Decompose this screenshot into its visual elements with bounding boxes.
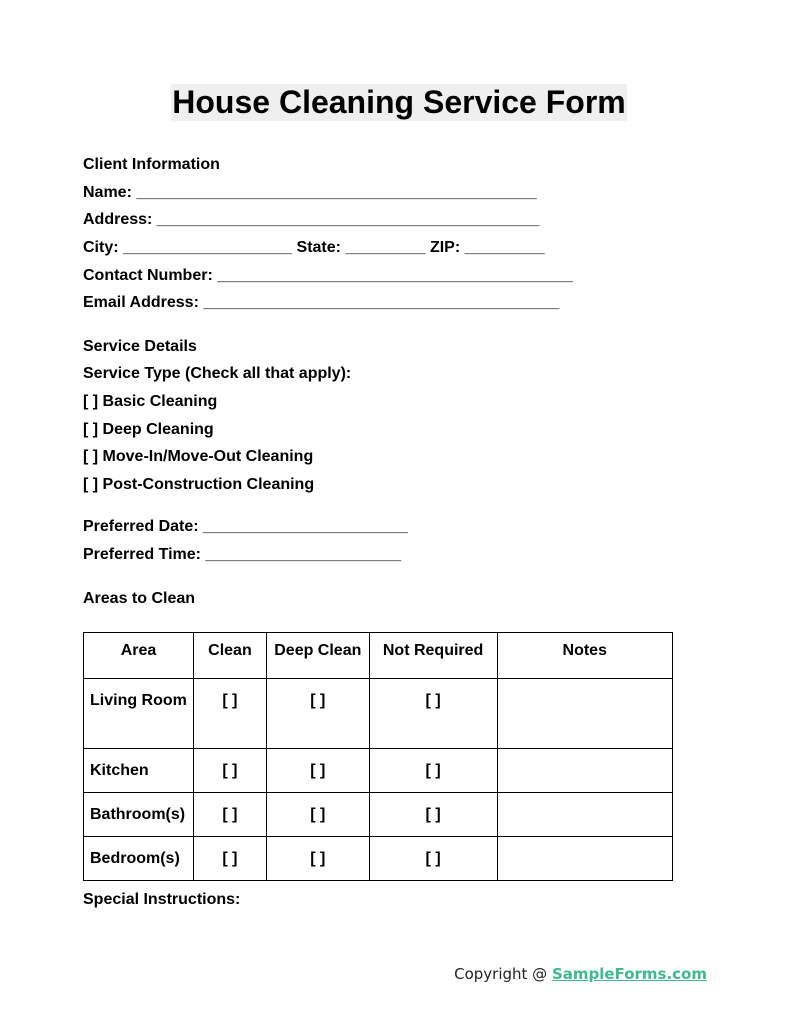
contact-number-field[interactable]: Contact Number: ________________________________________ xyxy=(83,267,574,284)
table-row xyxy=(84,749,673,793)
not-required-checkbox[interactable]: [ ] xyxy=(369,749,497,793)
notes-cell[interactable] xyxy=(497,749,673,793)
not-required-checkbox[interactable]: [ ] xyxy=(369,837,497,881)
not-required-checkbox[interactable]: [ ] xyxy=(369,793,497,837)
column-header-notes: Notes xyxy=(497,633,673,679)
notes-cell[interactable] xyxy=(497,793,673,837)
table-header-row xyxy=(84,633,673,679)
area-cell: Living Room xyxy=(84,679,194,749)
copyright-text: Copyright @ xyxy=(454,965,552,983)
column-header-deep-clean: Deep Clean xyxy=(266,633,369,679)
copyright-footer xyxy=(454,965,707,983)
area-cell: Bathroom(s) xyxy=(84,793,194,837)
area-cell: Bedroom(s) xyxy=(84,837,194,881)
client-info-heading: Client Information xyxy=(83,156,220,173)
preferred-time-field[interactable]: Preferred Time: ______________________ xyxy=(83,546,402,563)
deep-clean-checkbox[interactable]: [ ] xyxy=(266,837,369,881)
clean-checkbox[interactable]: [ ] xyxy=(193,679,266,749)
service-option-deep[interactable]: [ ] Deep Cleaning xyxy=(83,421,214,438)
clean-checkbox[interactable]: [ ] xyxy=(193,793,266,837)
column-header-area: Area xyxy=(84,633,194,679)
column-header-not-required: Not Required xyxy=(369,633,497,679)
brand-link[interactable]: SampleForms.com xyxy=(551,965,707,983)
city-state-zip-field[interactable]: City: ___________________ State: _________ ZIP: _________ xyxy=(83,239,545,256)
page-title: House Cleaning Service Form xyxy=(172,84,626,120)
deep-clean-checkbox[interactable]: [ ] xyxy=(266,749,369,793)
service-option-basic[interactable]: [ ] Basic Cleaning xyxy=(83,393,218,410)
areas-heading: Areas to Clean xyxy=(83,590,196,607)
preferred-date-field[interactable]: Preferred Date: _______________________ xyxy=(83,518,408,535)
table-row xyxy=(84,679,673,749)
special-instructions-label: Special Instructions: xyxy=(83,891,241,908)
deep-clean-checkbox[interactable]: [ ] xyxy=(266,793,369,837)
form-title-wrapper xyxy=(0,84,798,121)
column-header-clean: Clean xyxy=(193,633,266,679)
deep-clean-checkbox[interactable]: [ ] xyxy=(266,679,369,749)
name-field[interactable]: Name: _____________________________________________ xyxy=(83,184,537,201)
service-details-heading: Service Details xyxy=(83,338,197,355)
table-row xyxy=(84,793,673,837)
service-type-label: Service Type (Check all that apply): xyxy=(83,365,352,382)
areas-table xyxy=(83,632,673,881)
notes-cell[interactable] xyxy=(497,679,673,749)
not-required-checkbox[interactable]: [ ] xyxy=(369,679,497,749)
area-cell: Kitchen xyxy=(84,749,194,793)
service-option-post-construction[interactable]: [ ] Post-Construction Cleaning xyxy=(83,476,315,493)
table-row xyxy=(84,837,673,881)
address-field[interactable]: Address: ___________________________________________ xyxy=(83,211,540,228)
clean-checkbox[interactable]: [ ] xyxy=(193,749,266,793)
service-option-move[interactable]: [ ] Move-In/Move-Out Cleaning xyxy=(83,448,314,465)
email-address-field[interactable]: Email Address: ________________________________________ xyxy=(83,294,560,311)
clean-checkbox[interactable]: [ ] xyxy=(193,837,266,881)
notes-cell[interactable] xyxy=(497,837,673,881)
